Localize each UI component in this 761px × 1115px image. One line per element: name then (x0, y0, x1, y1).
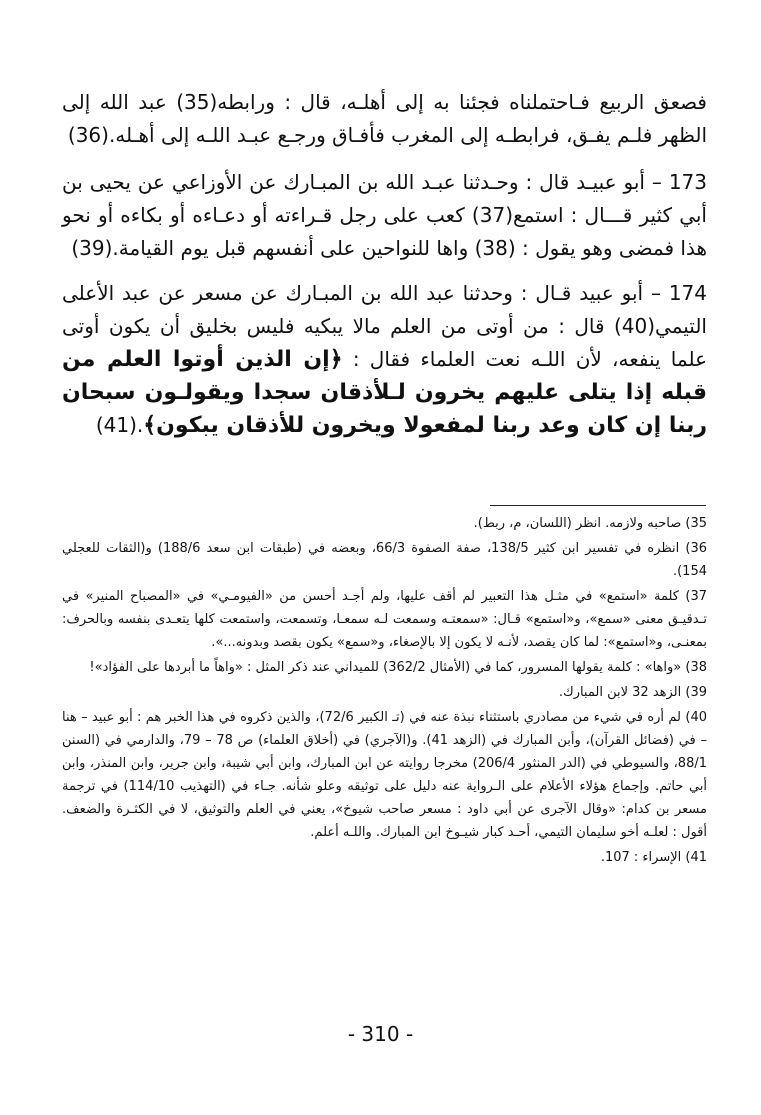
paragraph-174 (62, 277, 707, 442)
footnote-36: 36) انظره في تفسير ابن كثير 138/5، صفة الصفوة 66/3، وبعضه في (طبقات ابن سعد 188/6) و(الثقات للعجلي 154). (62, 541, 707, 579)
paragraph-continuation: فصعق الربيع فـاحتملناه فجئنا به إلى أهلـه، قال : ورابطه(35) عبد الله إلى الظهر فلـم يفـق، فرابطـه إلى المغرب فأفـاق ورجـع عبـد اللـه إلى أهـله.(36) (62, 90, 707, 147)
quran-verse: ﴿إن الذين أوتوا العلم من قبله إذا يتلى عليهم يخرون لـلأذقان سجدا ويقولـون سبحان ربنا إن كان وعد ربنا لمفعولا ويخرون للأذقان يبكون﴾ (62, 347, 707, 438)
footnote-40: 40) لم أره في شيء من مصادري باستثناء نبذة عنه في (تـ الكبير 72/6)، والذين ذكروه في هذا الخبر هم : أبو عبيد – هنا – في (فضائل القرآن)، وأبن المبارك في (الزهد 41). و(الآجري) في (أخلاق العلماء) ص 78 – 79، والدارمي في (السنن 88/1، والسيوطي في (الدر المنثور 206/4) مخرجا روايته عن ابن المبارك، وابن أبي شيبة، وابن جرير، وابن المنذر، وابن أبي حاتم. وإجماع هؤلاء الأعلام على الـرواية عنه دليل على توثيقه وعلو شأنه. جـاء في (التهذيب 114/10) في ترجمة مسعر بن كدام: «وقال الآجرى عن أبي داود : مسعر صاحب شيوخ»، يعني في العلم والتوثيق، لا في الكثـرة والضعف. أقول : لعلـه أخو سليمان التيمي، أحـد كبار شيـوخ ابن المبارك. واللـه أعلم. (62, 710, 708, 840)
footnote-ref-41: .(41) (95, 413, 144, 437)
footnote-39: 39) الزهد 32 لابن المبارك. (558, 685, 707, 700)
footnote-38: 38) «واها» : كلمة يقولها المسرور، كما في (الأمثال 362/2) للميداني عند ذكر المثل : «واهاً ما أبردها على الفؤاد»! (89, 660, 707, 675)
paragraph-173: 173 – أبو عبيـد قال : وحـدثنا عبـد الله بن المبـارك عن الأوزاعي عن يحيى بن أبي كثير قـــال : استمع(37) كعب على رجل قـراءته أو دعـاءه أو بكاءه أو نحو هذا فمضى وهو يقول : (38) واها للنواحين على أنفسهم قبل يوم القيامة.(39) (62, 170, 707, 260)
footnote-41: 41) الإسراء : 107. (600, 850, 707, 865)
footnote-37: 37) كلمة «استمع» في مثـل هذا التعبير لم أقف عليها، ولم أجـد أحسن من «الفيومـي» في «المصباح المنير» في تـدقيـق معنى «سمع»، و«استمع» قـال: «سمعتـه وسمعت لـه سمعـا، وتسمعت، واستمعت كلها يتعـدى بنفسه وبالحرف: بمعنـى، و«استمع»: لما كان يقصد، لأنـه لا يكون إلا بالإصغاء، و«سمع» يكون بقصد وبدونه...». (62, 589, 707, 650)
footnote-separator (490, 505, 706, 506)
footnotes-block (62, 512, 707, 871)
paragraph-174-text: 174 – أبو عبيد قـال : وحدثنا عبد الله بن المبـارك عن مسعر عن عبد الأعلى التيمي(40) قال : من أوتى من العلم مالا يبكيه فليس بخليق أن يكون أوتى علما ينفعه، لأن اللـه نعت العلماء فقال : (62, 281, 707, 371)
footnote-35: 35) صاحبه ولازمه. انظر (اللسان، م، ربط). (473, 516, 707, 531)
main-text-block (62, 86, 707, 454)
page-number: - 310 - (347, 1022, 414, 1046)
